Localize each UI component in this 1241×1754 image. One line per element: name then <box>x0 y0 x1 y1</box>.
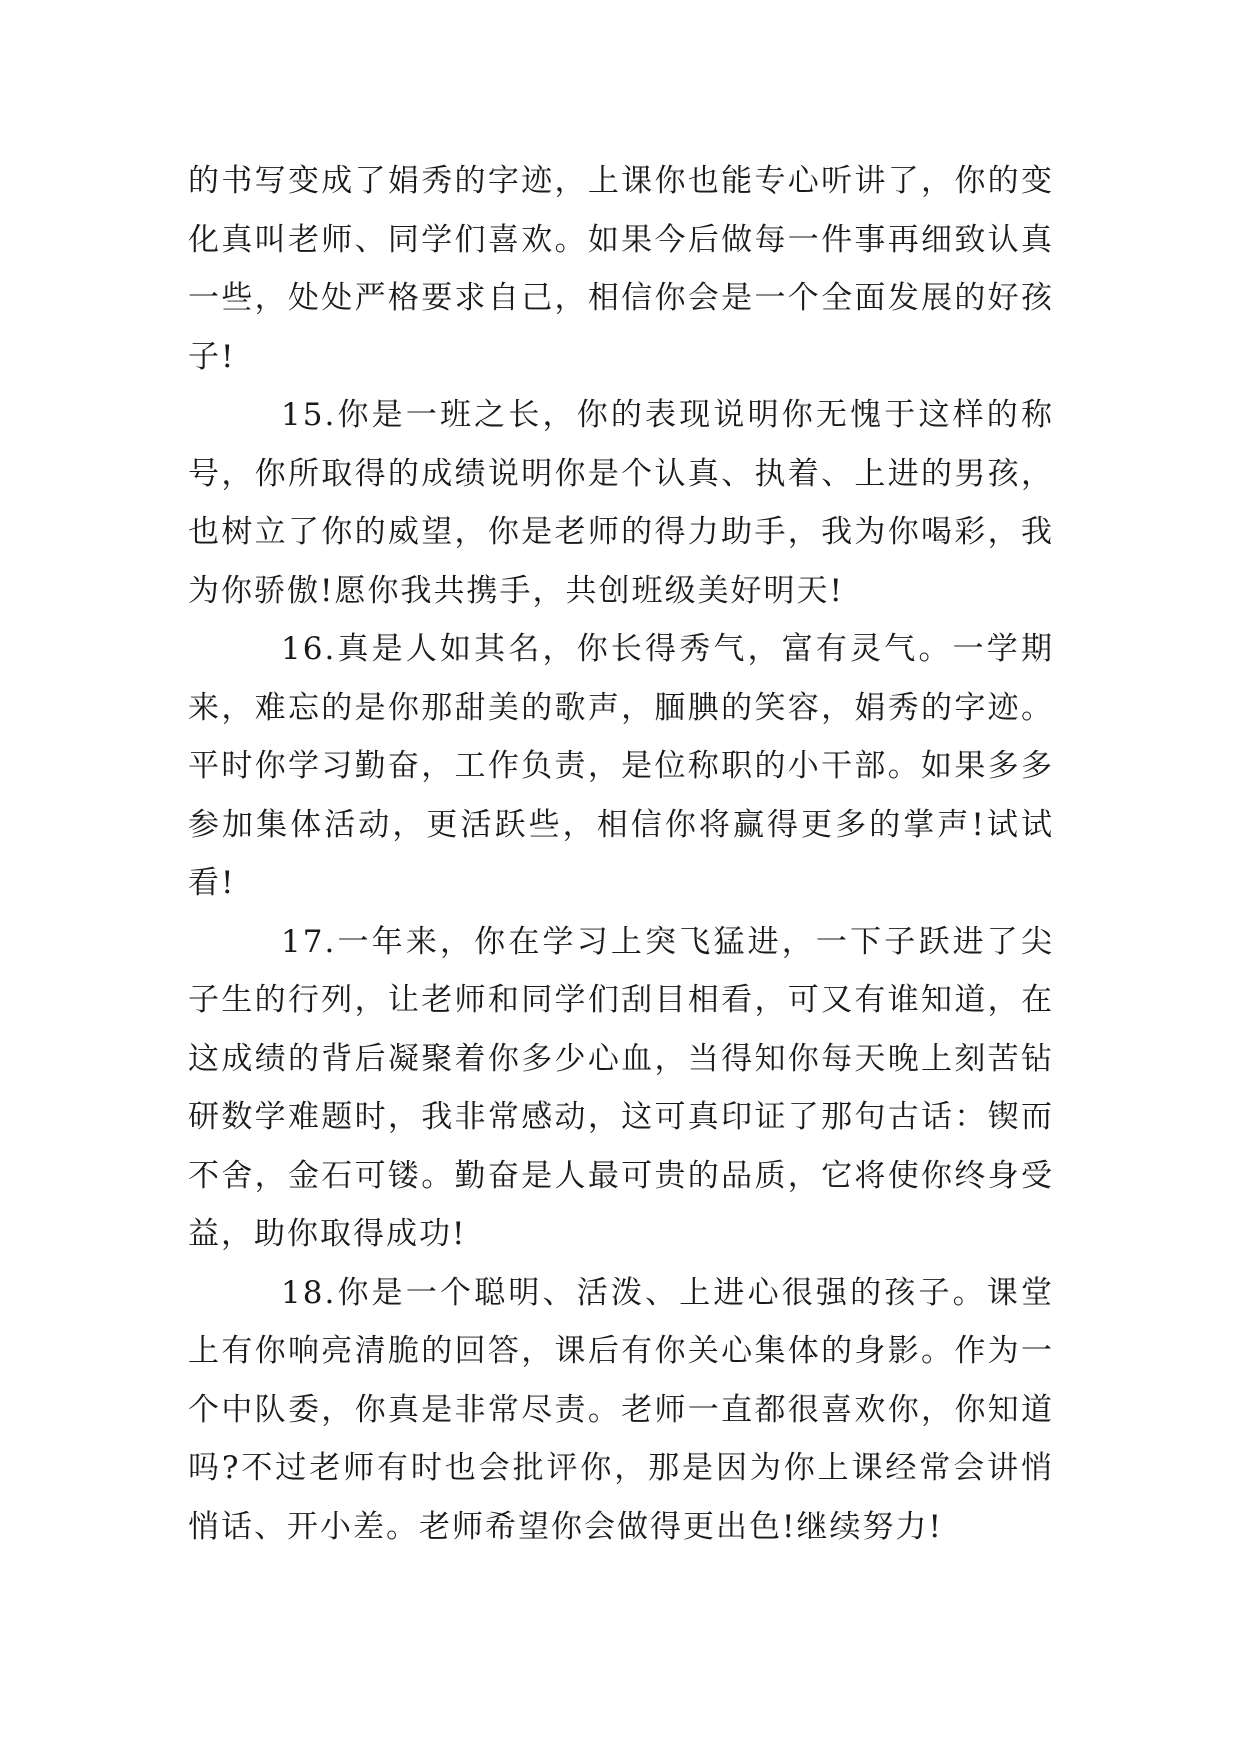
paragraph-comment-18: 18.你是一个聪明、活泼、上进心很强的孩子。课堂上有你响亮清脆的回答，课后有你关心集体的身影。作为一个中队委，你真是非常尽责。老师一直都很喜欢你，你知道吗?不过老师有时也会批评你，那是因为你上课经常会讲悄悄话、开小差。老师希望你会做得更出色!继续努力! <box>188 1274 1054 1545</box>
paragraph-continuation: 的书写变成了娟秀的字迹，上课你也能专心听讲了，你的变化真叫老师、同学们喜欢。如果今后做每一件事再细致认真一些，处处严格要求自己，相信你会是一个全面发展的好孩子! <box>188 163 1054 375</box>
paragraph-comment-15: 15.你是一班之长，你的表现说明你无愧于这样的称号，你所取得的成绩说明你是个认真、执着、上进的男孩，也树立了你的威望，你是老师的得力助手，我为你喝彩，我为你骄傲!愿你我共携手，共创班级美好明天! <box>188 397 1054 609</box>
paragraph-comment-16: 16.真是人如其名，你长得秀气，富有灵气。一学期来，难忘的是你那甜美的歌声，腼腆的笑容，娟秀的字迹。平时你学习勤奋，工作负责，是位称职的小干部。如果多多参加集体活动，更活跃些，相信你将赢得更多的掌声!试试看! <box>188 631 1054 901</box>
document-body <box>188 152 1054 1556</box>
paragraph-comment-17: 17.一年来，你在学习上突飞猛进，一下子跃进了尖子生的行列，让老师和同学们刮目相看，可又有谁知道，在这成绩的背后凝聚着你多少心血，当得知你每天晚上刻苦钻研数学难题时，我非常感动，这可真印证了那句古话：锲而不舍，金石可镂。勤奋是人最可贵的品质，它将使你终身受益，助你取得成功! <box>188 923 1054 1252</box>
